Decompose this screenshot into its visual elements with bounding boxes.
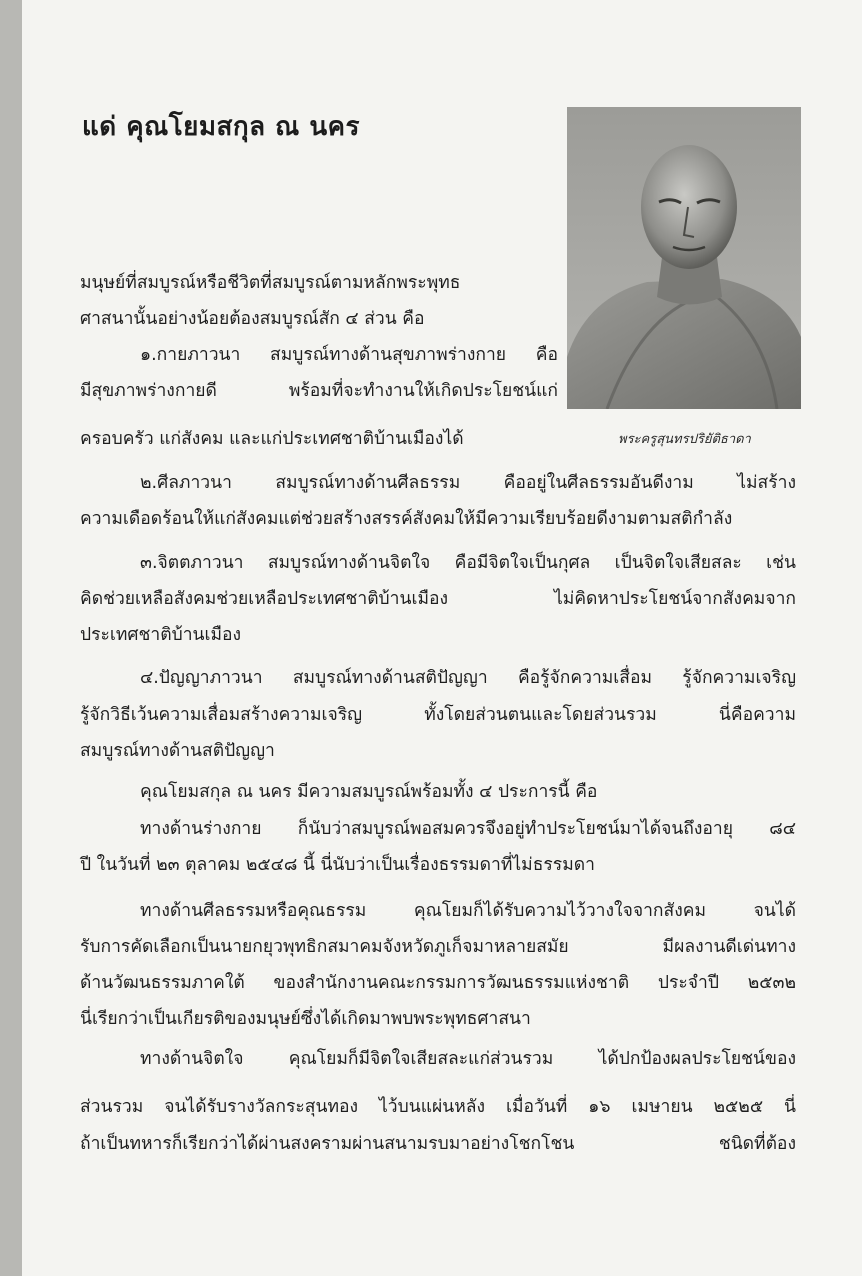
text-line: ด้านวัฒนธรรมภาคใต้ ของสำนักงานคณะกรรมการวัฒนธรรมแห่งชาติ ประจำปี ๒๕๓๒ — [80, 973, 796, 993]
text-line: ความเดือดร้อนให้แก่สังคมแต่ช่วยสร้างสรรค์สังคมให้มีความเรียบร้อยดีงามตามสติกำลัง — [80, 509, 733, 529]
text-line: ทางด้านศีลธรรมหรือคุณธรรม คุณโยมก็ได้รับความไว้วางใจจากสังคม จนได้ — [140, 901, 796, 921]
text-line: ทางด้านร่างกาย ก็นับว่าสมบูรณ์พอสมควรจึงอยู่ทำประโยชน์มาได้จนถึงอายุ ๘๔ — [140, 819, 796, 839]
photo-caption: พระครูสุนทรปริยัติธาดา — [618, 432, 751, 447]
text-line: สมบูรณ์ทางด้านสติปัญญา — [80, 741, 275, 761]
text-line: มีสุขภาพร่างกายดี พร้อมที่จะทำงานให้เกิดประโยชน์แก่ — [80, 381, 558, 401]
text-line: นี่เรียกว่าเป็นเกียรติของมนุษย์ซึ่งได้เกิดมาพบพระพุทธศาสนา — [80, 1009, 531, 1029]
monk-portrait-photo — [567, 107, 801, 409]
book-page — [22, 0, 862, 1276]
text-line: คิดช่วยเหลือสังคมช่วยเหลือประเทศชาติบ้านเมือง ไม่คิดหาประโยชน์จากสังคมจาก — [80, 589, 796, 609]
text-line: ถ้าเป็นทหารก็เรียกว่าได้ผ่านสงครามผ่านสนามรบมาอย่างโชกโชน ชนิดที่ต้อง — [80, 1134, 796, 1154]
text-line: ๒.ศีลภาวนา สมบูรณ์ทางด้านศีลธรรม คืออยู่ในศีลธรรมอันดีงาม ไม่สร้าง — [140, 473, 796, 493]
text-line: ๔.ปัญญาภาวนา สมบูรณ์ทางด้านสติปัญญา คือรู้จักความเสื่อม รู้จักความเจริญ — [140, 668, 796, 688]
text-line: มนุษย์ที่สมบูรณ์หรือชีวิตที่สมบูรณ์ตามหลักพระพุทธ — [80, 273, 461, 293]
text-line: ศาสนานั้นอย่างน้อยต้องสมบูรณ์สัก ๔ ส่วน คือ — [80, 309, 425, 329]
text-line: คุณโยมสกุล ณ นคร มีความสมบูรณ์พร้อมทั้ง ๔ ประการนี้ คือ — [140, 782, 598, 802]
text-line: ครอบครัว แก่สังคม และแก่ประเทศชาติบ้านเมืองได้ — [80, 429, 464, 449]
text-line: ทางด้านจิตใจ คุณโยมก็มีจิตใจเสียสละแก่ส่วนรวม ได้ปกป้องผลประโยชน์ของ — [140, 1049, 796, 1069]
text-line: ปี ในวันที่ ๒๓ ตุลาคม ๒๕๔๘ นี้ นี่นับว่าเป็นเรื่องธรรมดาที่ไม่ธรรมดา — [80, 855, 595, 875]
text-line: ๑.กายภาวนา สมบูรณ์ทางด้านสุขภาพร่างกาย คือ — [140, 345, 558, 365]
text-line: ส่วนรวม จนได้รับรางวัลกระสุนทอง ไว้บนแผ่นหลัง เมื่อวันที่ ๑๖ เมษายน ๒๕๒๕ นี่ — [80, 1097, 796, 1117]
text-line: ประเทศชาติบ้านเมือง — [80, 625, 242, 645]
dedication-title: แด่ คุณโยมสกุล ณ นคร — [82, 112, 360, 142]
text-line: ๓.จิตตภาวนา สมบูรณ์ทางด้านจิตใจ คือมีจิตใจเป็นกุศล เป็นจิตใจเสียสละ เช่น — [140, 553, 796, 573]
text-line: รู้จักวิธีเว้นความเสื่อมสร้างความเจริญ ทั้งโดยส่วนตนและโดยส่วนรวม นี่คือความ — [80, 705, 796, 725]
text-line: รับการคัดเลือกเป็นนายกยุวพุทธิกสมาคมจังหวัดภูเก็จมาหลายสมัย มีผลงานดีเด่นทาง — [80, 937, 796, 957]
